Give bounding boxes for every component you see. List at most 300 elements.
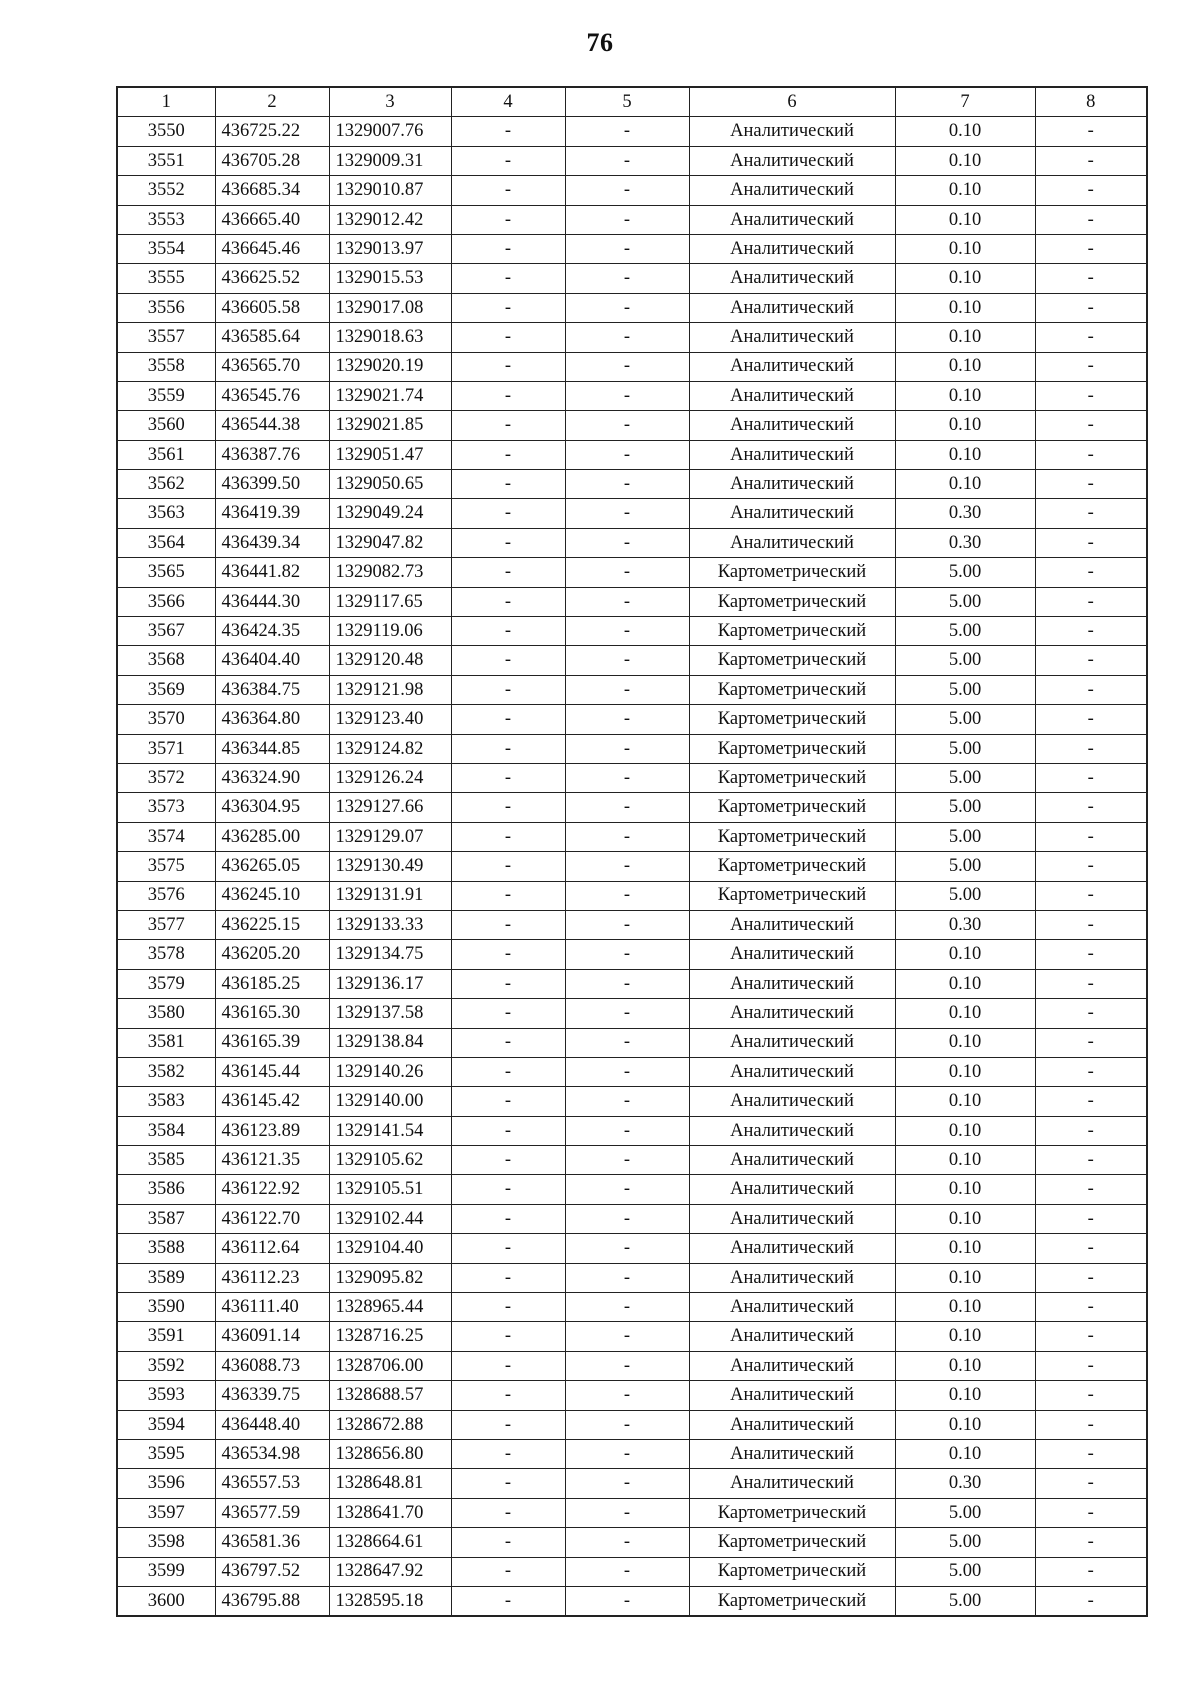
cell-col-5: - xyxy=(565,940,689,969)
cell-col-8: - xyxy=(1035,852,1147,881)
cell-method: Картометрический xyxy=(689,1586,895,1616)
cell-y-coordinate: 1329020.19 xyxy=(329,352,451,381)
cell-col-8: - xyxy=(1035,1351,1147,1380)
cell-point-number: 3585 xyxy=(117,1146,215,1175)
table-row xyxy=(117,617,1147,646)
cell-y-coordinate: 1328648.81 xyxy=(329,1469,451,1498)
cell-y-coordinate: 1329136.17 xyxy=(329,969,451,998)
cell-accuracy: 5.00 xyxy=(895,587,1035,616)
cell-y-coordinate: 1329021.74 xyxy=(329,381,451,410)
cell-col-5: - xyxy=(565,734,689,763)
cell-point-number: 3571 xyxy=(117,734,215,763)
cell-col-8: - xyxy=(1035,1057,1147,1086)
page-number: 76 xyxy=(586,28,614,57)
cell-point-number: 3586 xyxy=(117,1175,215,1204)
cell-point-number: 3550 xyxy=(117,117,215,146)
cell-method: Аналитический xyxy=(689,1057,895,1086)
cell-point-number: 3600 xyxy=(117,1586,215,1616)
table-row xyxy=(117,499,1147,528)
cell-col-8: - xyxy=(1035,940,1147,969)
cell-col-4: - xyxy=(451,411,565,440)
cell-col-4: - xyxy=(451,675,565,704)
cell-method: Аналитический xyxy=(689,1028,895,1057)
cell-col-8: - xyxy=(1035,1439,1147,1468)
cell-y-coordinate: 1328595.18 xyxy=(329,1586,451,1616)
cell-method: Аналитический xyxy=(689,264,895,293)
cell-x-coordinate: 436448.40 xyxy=(215,1410,329,1439)
cell-col-5: - xyxy=(565,1322,689,1351)
cell-y-coordinate: 1329117.65 xyxy=(329,587,451,616)
cell-y-coordinate: 1329141.54 xyxy=(329,1116,451,1145)
cell-method: Аналитический xyxy=(689,1351,895,1380)
cell-col-5: - xyxy=(565,205,689,234)
cell-point-number: 3574 xyxy=(117,822,215,851)
table-row xyxy=(117,1498,1147,1527)
cell-col-4: - xyxy=(451,1293,565,1322)
cell-point-number: 3568 xyxy=(117,646,215,675)
cell-x-coordinate: 436441.82 xyxy=(215,558,329,587)
table-row xyxy=(117,352,1147,381)
cell-accuracy: 0.10 xyxy=(895,205,1035,234)
table-row xyxy=(117,1175,1147,1204)
cell-col-5: - xyxy=(565,1116,689,1145)
cell-x-coordinate: 436419.39 xyxy=(215,499,329,528)
header-row xyxy=(117,87,1147,117)
cell-accuracy: 0.10 xyxy=(895,352,1035,381)
cell-point-number: 3562 xyxy=(117,470,215,499)
cell-col-4: - xyxy=(451,1146,565,1175)
cell-x-coordinate: 436225.15 xyxy=(215,910,329,939)
cell-method: Аналитический xyxy=(689,470,895,499)
cell-col-5: - xyxy=(565,499,689,528)
cell-method: Аналитический xyxy=(689,176,895,205)
cell-point-number: 3553 xyxy=(117,205,215,234)
cell-accuracy: 5.00 xyxy=(895,734,1035,763)
cell-x-coordinate: 436577.59 xyxy=(215,1498,329,1527)
cell-col-4: - xyxy=(451,499,565,528)
cell-col-8: - xyxy=(1035,910,1147,939)
coordinates-table xyxy=(116,86,1148,1617)
cell-accuracy: 0.10 xyxy=(895,1057,1035,1086)
cell-x-coordinate: 436344.85 xyxy=(215,734,329,763)
cell-col-8: - xyxy=(1035,587,1147,616)
cell-y-coordinate: 1328716.25 xyxy=(329,1322,451,1351)
cell-y-coordinate: 1329050.65 xyxy=(329,470,451,499)
table-row xyxy=(117,646,1147,675)
cell-x-coordinate: 436364.80 xyxy=(215,705,329,734)
table-row xyxy=(117,1469,1147,1498)
cell-col-5: - xyxy=(565,1234,689,1263)
cell-point-number: 3558 xyxy=(117,352,215,381)
cell-col-8: - xyxy=(1035,1293,1147,1322)
column-header-1: 1 xyxy=(117,87,215,117)
cell-x-coordinate: 436145.42 xyxy=(215,1087,329,1116)
cell-col-5: - xyxy=(565,1293,689,1322)
cell-col-8: - xyxy=(1035,1175,1147,1204)
cell-accuracy: 0.10 xyxy=(895,117,1035,146)
cell-x-coordinate: 436111.40 xyxy=(215,1293,329,1322)
cell-x-coordinate: 436585.64 xyxy=(215,323,329,352)
cell-col-4: - xyxy=(451,1586,565,1616)
cell-col-8: - xyxy=(1035,1322,1147,1351)
cell-x-coordinate: 436534.98 xyxy=(215,1439,329,1468)
cell-col-5: - xyxy=(565,470,689,499)
cell-x-coordinate: 436122.70 xyxy=(215,1204,329,1233)
cell-method: Картометрический xyxy=(689,734,895,763)
cell-y-coordinate: 1329134.75 xyxy=(329,940,451,969)
table-row xyxy=(117,411,1147,440)
cell-accuracy: 5.00 xyxy=(895,705,1035,734)
cell-col-8: - xyxy=(1035,528,1147,557)
cell-col-5: - xyxy=(565,1263,689,1292)
cell-method: Аналитический xyxy=(689,440,895,469)
cell-accuracy: 0.10 xyxy=(895,1263,1035,1292)
cell-col-4: - xyxy=(451,1498,565,1527)
cell-method: Аналитический xyxy=(689,323,895,352)
cell-y-coordinate: 1329009.31 xyxy=(329,146,451,175)
cell-col-8: - xyxy=(1035,440,1147,469)
cell-col-8: - xyxy=(1035,969,1147,998)
cell-col-8: - xyxy=(1035,1146,1147,1175)
cell-col-5: - xyxy=(565,587,689,616)
table-row xyxy=(117,1410,1147,1439)
cell-col-8: - xyxy=(1035,234,1147,263)
cell-accuracy: 0.10 xyxy=(895,411,1035,440)
cell-accuracy: 0.10 xyxy=(895,1204,1035,1233)
cell-point-number: 3573 xyxy=(117,793,215,822)
cell-point-number: 3584 xyxy=(117,1116,215,1145)
table-row xyxy=(117,440,1147,469)
cell-col-4: - xyxy=(451,528,565,557)
cell-method: Аналитический xyxy=(689,146,895,175)
cell-method: Картометрический xyxy=(689,763,895,792)
cell-y-coordinate: 1329021.85 xyxy=(329,411,451,440)
cell-accuracy: 0.10 xyxy=(895,1293,1035,1322)
cell-col-8: - xyxy=(1035,558,1147,587)
cell-accuracy: 0.30 xyxy=(895,910,1035,939)
cell-accuracy: 0.10 xyxy=(895,1322,1035,1351)
cell-accuracy: 0.10 xyxy=(895,940,1035,969)
cell-col-4: - xyxy=(451,352,565,381)
cell-col-5: - xyxy=(565,910,689,939)
cell-col-5: - xyxy=(565,1351,689,1380)
cell-accuracy: 0.10 xyxy=(895,1381,1035,1410)
cell-y-coordinate: 1329140.26 xyxy=(329,1057,451,1086)
cell-x-coordinate: 436384.75 xyxy=(215,675,329,704)
table-row xyxy=(117,1293,1147,1322)
table-row xyxy=(117,734,1147,763)
cell-col-8: - xyxy=(1035,1469,1147,1498)
table-row xyxy=(117,234,1147,263)
cell-method: Аналитический xyxy=(689,940,895,969)
cell-x-coordinate: 436091.14 xyxy=(215,1322,329,1351)
cell-method: Картометрический xyxy=(689,1557,895,1586)
cell-method: Аналитический xyxy=(689,1204,895,1233)
cell-accuracy: 5.00 xyxy=(895,646,1035,675)
cell-accuracy: 0.30 xyxy=(895,528,1035,557)
cell-x-coordinate: 436705.28 xyxy=(215,146,329,175)
cell-col-8: - xyxy=(1035,881,1147,910)
cell-x-coordinate: 436245.10 xyxy=(215,881,329,910)
cell-y-coordinate: 1329013.97 xyxy=(329,234,451,263)
cell-point-number: 3551 xyxy=(117,146,215,175)
cell-accuracy: 0.10 xyxy=(895,1351,1035,1380)
cell-point-number: 3559 xyxy=(117,381,215,410)
cell-col-4: - xyxy=(451,1087,565,1116)
table-row xyxy=(117,1528,1147,1557)
cell-col-5: - xyxy=(565,1586,689,1616)
cell-x-coordinate: 436145.44 xyxy=(215,1057,329,1086)
table-row xyxy=(117,470,1147,499)
cell-accuracy: 0.10 xyxy=(895,1028,1035,1057)
cell-col-8: - xyxy=(1035,1263,1147,1292)
cell-method: Картометрический xyxy=(689,852,895,881)
cell-point-number: 3599 xyxy=(117,1557,215,1586)
cell-x-coordinate: 436424.35 xyxy=(215,617,329,646)
cell-accuracy: 0.10 xyxy=(895,1087,1035,1116)
cell-method: Аналитический xyxy=(689,1234,895,1263)
cell-y-coordinate: 1329012.42 xyxy=(329,205,451,234)
cell-col-5: - xyxy=(565,1087,689,1116)
cell-method: Аналитический xyxy=(689,381,895,410)
cell-point-number: 3557 xyxy=(117,323,215,352)
cell-y-coordinate: 1329018.63 xyxy=(329,323,451,352)
cell-method: Картометрический xyxy=(689,587,895,616)
cell-point-number: 3554 xyxy=(117,234,215,263)
cell-col-8: - xyxy=(1035,470,1147,499)
cell-col-5: - xyxy=(565,1498,689,1527)
cell-method: Аналитический xyxy=(689,1293,895,1322)
cell-col-4: - xyxy=(451,470,565,499)
cell-x-coordinate: 436088.73 xyxy=(215,1351,329,1380)
cell-col-5: - xyxy=(565,323,689,352)
cell-col-8: - xyxy=(1035,1528,1147,1557)
cell-col-4: - xyxy=(451,940,565,969)
cell-col-8: - xyxy=(1035,323,1147,352)
table-row xyxy=(117,1263,1147,1292)
cell-point-number: 3552 xyxy=(117,176,215,205)
cell-y-coordinate: 1328664.61 xyxy=(329,1528,451,1557)
cell-method: Аналитический xyxy=(689,1263,895,1292)
cell-point-number: 3595 xyxy=(117,1439,215,1468)
table-row xyxy=(117,264,1147,293)
cell-col-8: - xyxy=(1035,352,1147,381)
cell-y-coordinate: 1329105.62 xyxy=(329,1146,451,1175)
cell-col-8: - xyxy=(1035,822,1147,851)
cell-method: Картометрический xyxy=(689,793,895,822)
column-header-3: 3 xyxy=(329,87,451,117)
cell-point-number: 3556 xyxy=(117,293,215,322)
cell-col-5: - xyxy=(565,528,689,557)
cell-col-4: - xyxy=(451,1528,565,1557)
cell-point-number: 3561 xyxy=(117,440,215,469)
cell-y-coordinate: 1329138.84 xyxy=(329,1028,451,1057)
cell-accuracy: 5.00 xyxy=(895,1557,1035,1586)
cell-col-5: - xyxy=(565,293,689,322)
cell-accuracy: 0.10 xyxy=(895,234,1035,263)
cell-point-number: 3570 xyxy=(117,705,215,734)
cell-accuracy: 0.30 xyxy=(895,499,1035,528)
cell-col-8: - xyxy=(1035,763,1147,792)
cell-col-4: - xyxy=(451,1057,565,1086)
cell-y-coordinate: 1328688.57 xyxy=(329,1381,451,1410)
table-row xyxy=(117,558,1147,587)
cell-y-coordinate: 1328965.44 xyxy=(329,1293,451,1322)
table-row xyxy=(117,293,1147,322)
cell-y-coordinate: 1328706.00 xyxy=(329,1351,451,1380)
cell-x-coordinate: 436112.64 xyxy=(215,1234,329,1263)
cell-col-5: - xyxy=(565,617,689,646)
cell-col-4: - xyxy=(451,1204,565,1233)
cell-y-coordinate: 1329121.98 xyxy=(329,675,451,704)
cell-accuracy: 5.00 xyxy=(895,852,1035,881)
table-row xyxy=(117,1204,1147,1233)
cell-x-coordinate: 436122.92 xyxy=(215,1175,329,1204)
cell-col-5: - xyxy=(565,440,689,469)
cell-col-4: - xyxy=(451,1381,565,1410)
cell-point-number: 3578 xyxy=(117,940,215,969)
cell-col-4: - xyxy=(451,1263,565,1292)
cell-col-8: - xyxy=(1035,793,1147,822)
table-row xyxy=(117,852,1147,881)
cell-point-number: 3581 xyxy=(117,1028,215,1057)
cell-col-5: - xyxy=(565,558,689,587)
cell-col-5: - xyxy=(565,264,689,293)
cell-col-4: - xyxy=(451,969,565,998)
cell-x-coordinate: 436625.52 xyxy=(215,264,329,293)
cell-x-coordinate: 436444.30 xyxy=(215,587,329,616)
table-row xyxy=(117,587,1147,616)
cell-accuracy: 0.10 xyxy=(895,323,1035,352)
cell-x-coordinate: 436797.52 xyxy=(215,1557,329,1586)
cell-col-4: - xyxy=(451,1175,565,1204)
cell-accuracy: 5.00 xyxy=(895,675,1035,704)
cell-col-8: - xyxy=(1035,146,1147,175)
cell-method: Аналитический xyxy=(689,1381,895,1410)
cell-y-coordinate: 1329104.40 xyxy=(329,1234,451,1263)
cell-accuracy: 0.10 xyxy=(895,1234,1035,1263)
cell-col-4: - xyxy=(451,881,565,910)
cell-point-number: 3596 xyxy=(117,1469,215,1498)
cell-y-coordinate: 1329126.24 xyxy=(329,763,451,792)
cell-accuracy: 5.00 xyxy=(895,1528,1035,1557)
cell-col-8: - xyxy=(1035,499,1147,528)
cell-y-coordinate: 1329047.82 xyxy=(329,528,451,557)
table-row xyxy=(117,1381,1147,1410)
cell-x-coordinate: 436121.35 xyxy=(215,1146,329,1175)
cell-accuracy: 5.00 xyxy=(895,558,1035,587)
cell-col-4: - xyxy=(451,146,565,175)
cell-col-4: - xyxy=(451,910,565,939)
table-row xyxy=(117,176,1147,205)
cell-method: Аналитический xyxy=(689,293,895,322)
cell-accuracy: 5.00 xyxy=(895,822,1035,851)
cell-point-number: 3572 xyxy=(117,763,215,792)
cell-col-4: - xyxy=(451,176,565,205)
cell-y-coordinate: 1328672.88 xyxy=(329,1410,451,1439)
cell-col-4: - xyxy=(451,293,565,322)
cell-col-8: - xyxy=(1035,117,1147,146)
column-header-4: 4 xyxy=(451,87,565,117)
cell-col-5: - xyxy=(565,675,689,704)
cell-x-coordinate: 436205.20 xyxy=(215,940,329,969)
cell-accuracy: 5.00 xyxy=(895,881,1035,910)
cell-method: Аналитический xyxy=(689,117,895,146)
cell-col-8: - xyxy=(1035,1381,1147,1410)
cell-accuracy: 0.10 xyxy=(895,146,1035,175)
table-header xyxy=(117,87,1147,117)
cell-col-4: - xyxy=(451,793,565,822)
table-row xyxy=(117,793,1147,822)
cell-col-8: - xyxy=(1035,1204,1147,1233)
cell-col-8: - xyxy=(1035,1116,1147,1145)
cell-point-number: 3590 xyxy=(117,1293,215,1322)
cell-x-coordinate: 436795.88 xyxy=(215,1586,329,1616)
table-row xyxy=(117,1028,1147,1057)
cell-col-4: - xyxy=(451,1028,565,1057)
table-row xyxy=(117,1116,1147,1145)
cell-method: Аналитический xyxy=(689,499,895,528)
cell-x-coordinate: 436605.58 xyxy=(215,293,329,322)
cell-col-8: - xyxy=(1035,381,1147,410)
cell-col-5: - xyxy=(565,1057,689,1086)
cell-method: Аналитический xyxy=(689,969,895,998)
cell-y-coordinate: 1329017.08 xyxy=(329,293,451,322)
cell-col-5: - xyxy=(565,646,689,675)
column-header-6: 6 xyxy=(689,87,895,117)
column-header-5: 5 xyxy=(565,87,689,117)
cell-point-number: 3563 xyxy=(117,499,215,528)
cell-accuracy: 0.10 xyxy=(895,1439,1035,1468)
cell-col-4: - xyxy=(451,646,565,675)
cell-col-8: - xyxy=(1035,1410,1147,1439)
cell-col-8: - xyxy=(1035,999,1147,1028)
cell-y-coordinate: 1329133.33 xyxy=(329,910,451,939)
cell-point-number: 3565 xyxy=(117,558,215,587)
cell-col-5: - xyxy=(565,881,689,910)
cell-point-number: 3575 xyxy=(117,852,215,881)
cell-x-coordinate: 436439.34 xyxy=(215,528,329,557)
cell-accuracy: 0.10 xyxy=(895,1175,1035,1204)
cell-point-number: 3587 xyxy=(117,1204,215,1233)
cell-col-4: - xyxy=(451,763,565,792)
cell-col-5: - xyxy=(565,1469,689,1498)
cell-col-4: - xyxy=(451,1351,565,1380)
cell-point-number: 3588 xyxy=(117,1234,215,1263)
cell-col-4: - xyxy=(451,1234,565,1263)
cell-col-4: - xyxy=(451,234,565,263)
cell-method: Картометрический xyxy=(689,822,895,851)
cell-accuracy: 5.00 xyxy=(895,763,1035,792)
cell-accuracy: 0.10 xyxy=(895,1116,1035,1145)
cell-col-5: - xyxy=(565,1175,689,1204)
cell-x-coordinate: 436545.76 xyxy=(215,381,329,410)
cell-y-coordinate: 1329051.47 xyxy=(329,440,451,469)
cell-col-5: - xyxy=(565,352,689,381)
cell-col-5: - xyxy=(565,1557,689,1586)
cell-method: Картометрический xyxy=(689,1498,895,1527)
table-row xyxy=(117,910,1147,939)
cell-col-8: - xyxy=(1035,1498,1147,1527)
cell-col-5: - xyxy=(565,999,689,1028)
table-row xyxy=(117,1234,1147,1263)
cell-y-coordinate: 1329010.87 xyxy=(329,176,451,205)
cell-method: Аналитический xyxy=(689,910,895,939)
cell-col-4: - xyxy=(451,205,565,234)
cell-x-coordinate: 436304.95 xyxy=(215,793,329,822)
cell-accuracy: 0.10 xyxy=(895,1146,1035,1175)
cell-y-coordinate: 1328656.80 xyxy=(329,1439,451,1468)
